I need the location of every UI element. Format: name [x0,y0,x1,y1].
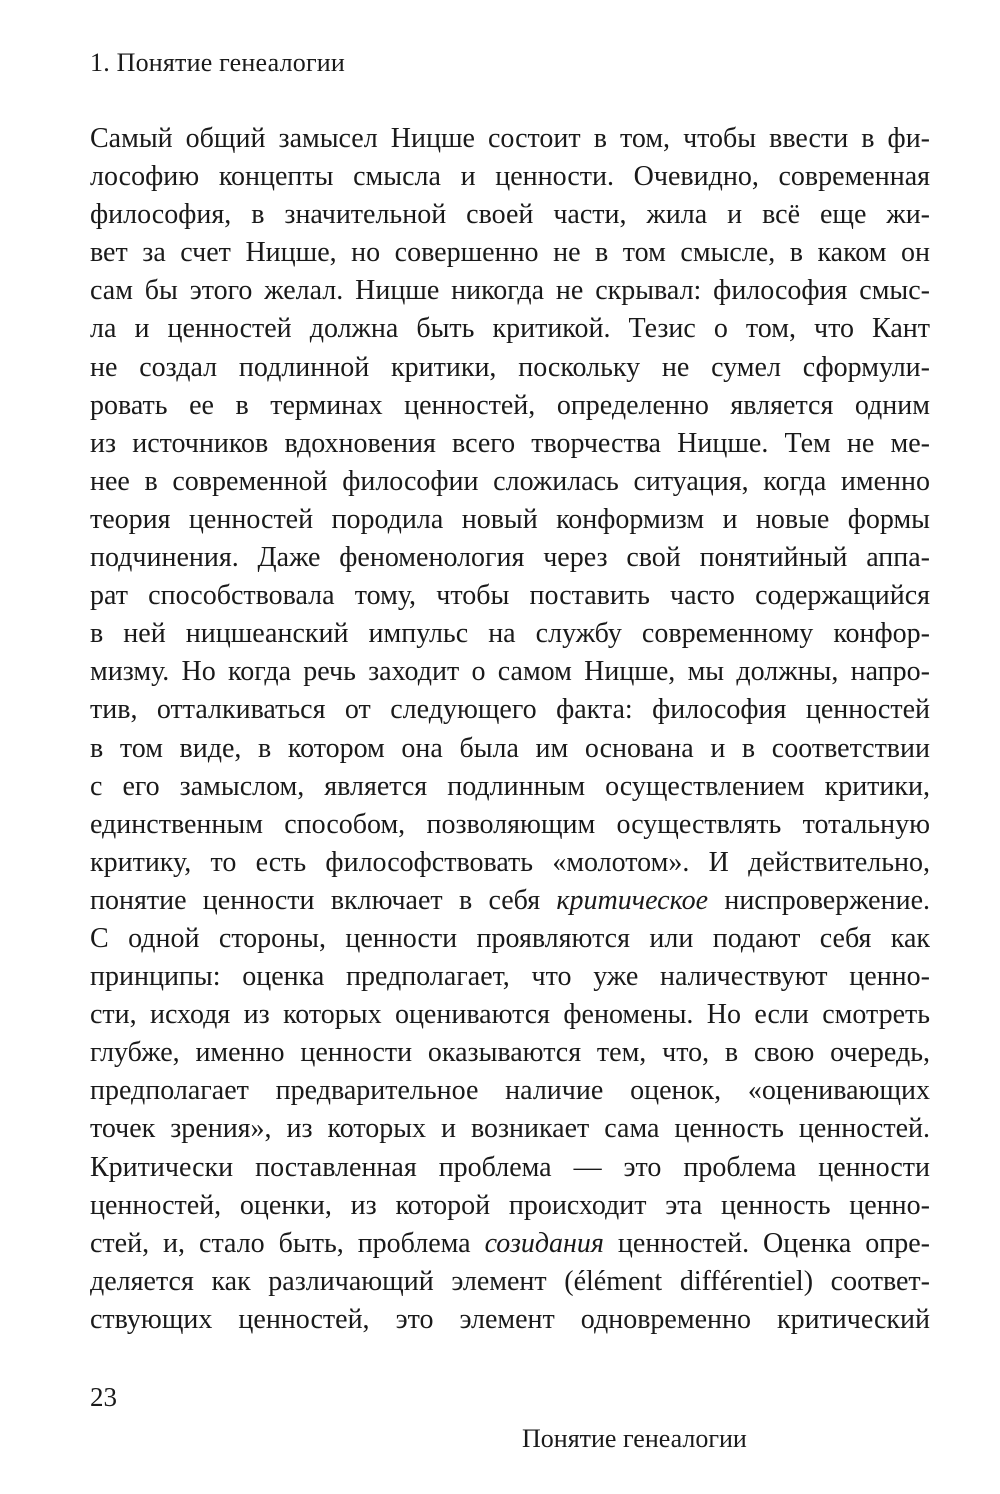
text-line: рат способствовала тому, чтобы поставить часто содержащийся [90,580,930,612]
text-line-with-italic [90,882,930,920]
text-line: принципы: оценка предполагает, что уже наличествуют ценно- [90,961,930,993]
text-line: лософию концепты смысла и ценности. Очевидно, современная [90,161,930,193]
text-line: единственным способом, позволяющим осуществлять тотальную [90,808,930,840]
text-line-with-italic [90,1225,930,1263]
text-line: мизму. Но когда речь заходит о самом Ницше, мы должны, напро- [90,656,930,688]
text-line: критику, то есть философствовать «молотом». И действительно, [90,846,930,878]
text-line: глубже, именно ценности оказываются тем, что, в свою очередь, [90,1037,930,1069]
text-line: в том виде, в котором она была им основана и в соответствии [90,732,930,764]
running-head: 1. Понятие генеалогии [90,48,346,77]
text-fragment: понятие ценности включает в себя [90,884,557,916]
text-line: деляется как различающий элемент (élément différentiel) соответ- [90,1265,930,1297]
italic-term-creation: созидания [484,1227,604,1259]
text-line: подчинения. Даже феноменология через свой понятийный аппа- [90,542,930,574]
body-paragraph [90,120,930,1339]
text-fragment: ценностей. Оценка опре- [603,1227,930,1259]
text-line: Критически поставленная проблема — это проблема ценности [90,1151,930,1183]
text-line: не создал подлинной критики, поскольку не сумел сформули- [90,351,930,383]
text-line: в ней ницшеанский импульс на службу современному конфор- [90,618,930,650]
text-line: С одной стороны, ценности проявляются или подают себя как [90,922,930,954]
text-line: предполагает предварительное наличие оценок, «оценивающих [90,1075,930,1107]
text-line: ла и ценностей должна быть критикой. Тезис о том, что Кант [90,313,930,345]
text-line: точек зрения», из которых и возникает сама ценность ценностей. [90,1113,930,1145]
text-line: ценностей, оценки, из которой происходит эта ценность ценно- [90,1189,930,1221]
text-fragment: ниспровержение. [708,884,930,916]
text-line: из источников вдохновения всего творчества Ницше. Тем не ме- [90,427,930,459]
text-line: нее в современной философии сложилась ситуация, когда именно [90,465,930,497]
text-line: сти, исходя из которых оцениваются феномены. Но если смотреть [90,999,930,1031]
text-line: сам бы этого желал. Ницше никогда не скрывал: философия смыс- [90,275,930,307]
text-fragment: стей, и, стало быть, проблема [90,1227,485,1259]
page-number: 23 [90,1382,117,1412]
text-line: философия, в значительной своей части, жила и всё еще жи- [90,199,930,231]
text-line: с его замыслом, является подлинным осуществлением критики, [90,770,930,802]
text-line: ровать ее в терминах ценностей, определенно является одним [90,389,930,421]
italic-term-critical: критическое [556,884,709,916]
text-line: вет за счет Ницше, но совершенно не в том смысле, в каком он [90,237,930,269]
text-line: Самый общий замысел Ницше состоит в том, чтобы ввести в фи- [90,123,930,154]
text-line: ствующих ценностей, это элемент одновременно критический [90,1303,930,1335]
text-line: теория ценностей породила новый конформизм и новые формы [90,503,930,535]
text-line: тив, отталкиваться от следующего факта: философия ценностей [90,694,930,726]
footer-title: Понятие генеалогии [522,1424,747,1453]
